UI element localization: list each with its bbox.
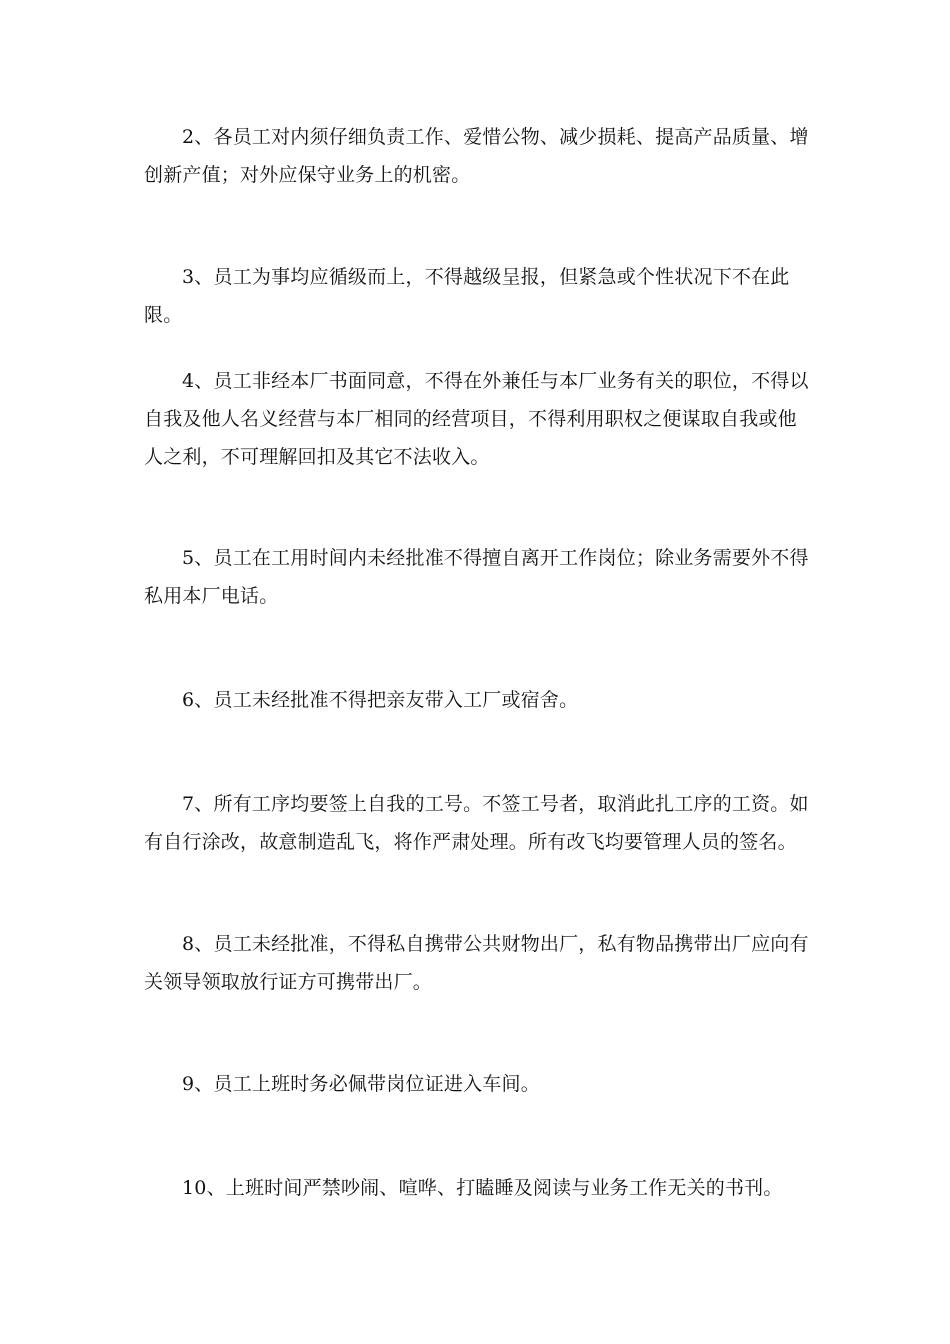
rule-paragraph-4: 4、员工非经本厂书面同意，不得在外兼任与本厂业务有关的职位，不得以自我及他人名义经营与本厂相同的经营项目，不得利用职权之便谋取自我或他人之利，不可理解回扣及其它不法收入。 [144,370,809,468]
rule-paragraph-2: 2、各员工对内须仔细负责工作、爱惜公物、减少损耗、提高产品质量、增创新产值；对外应保守业务上的机密。 [144,126,809,186]
rule-paragraph-6: 6、员工未经批准不得把亲友带入工厂或宿舍。 [182,689,579,711]
rule-paragraph-5: 5、员工在工用时间内未经批准不得擅自离开工作岗位；除业务需要外不得私用本厂电话。 [144,547,809,607]
rule-paragraph-9: 9、员工上班时务必佩带岗位证进入车间。 [182,1073,540,1095]
rule-paragraph-3: 3、员工为事均应循级而上，不得越级呈报，但紧急或个性状况下不在此限。 [144,266,790,326]
rule-paragraph-10: 10、上班时间严禁吵闹、喧哗、打瞌睡及阅读与业务工作无关的书刊。 [182,1177,783,1199]
rule-paragraph-7: 7、所有工序均要签上自我的工号。不签工号者，取消此扎工序的工资。如有自行涂改，故意制造乱飞，将作严肃处理。所有改飞均要管理人员的签名。 [144,793,809,853]
rule-paragraph-8: 8、员工未经批准，不得私自携带公共财物出厂，私有物品携带出厂应向有关领导领取放行证方可携带出厂。 [144,933,809,993]
